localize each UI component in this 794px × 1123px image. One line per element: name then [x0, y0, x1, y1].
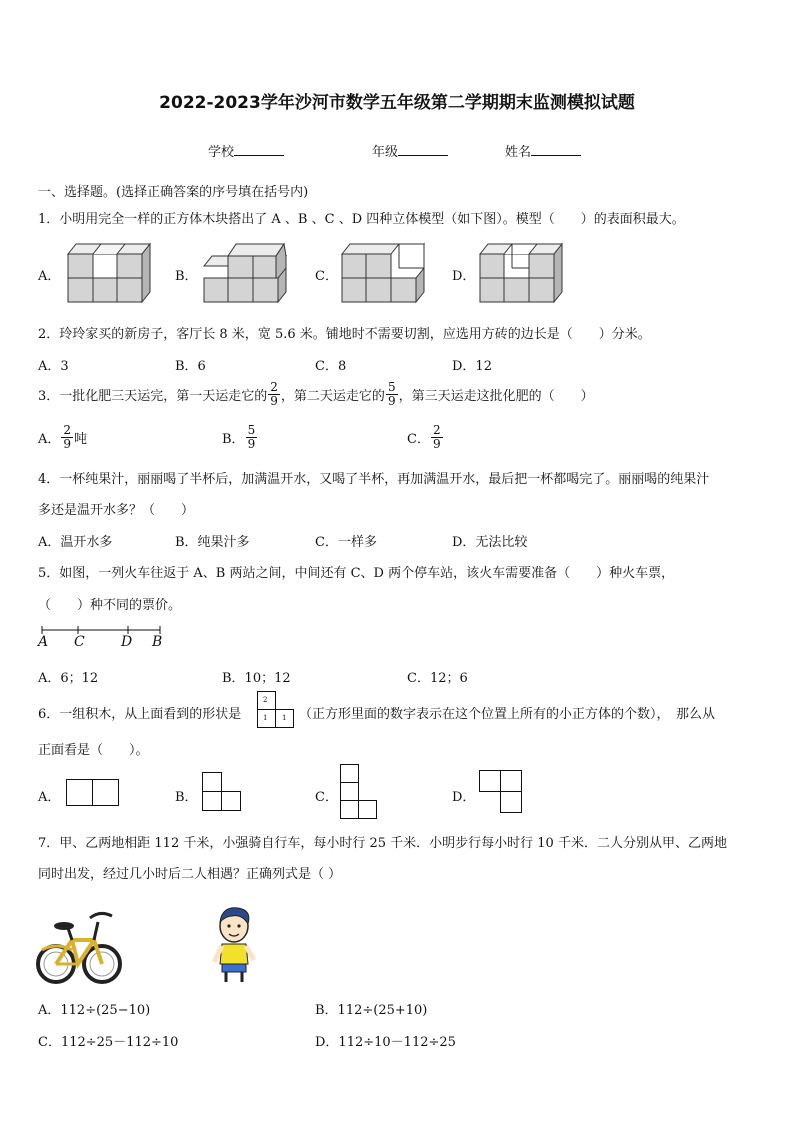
q6-option-d-figure — [479, 770, 525, 816]
school-label: 学校 — [208, 145, 235, 160]
q1-option-a[interactable]: A． — [38, 269, 61, 284]
q4-option-c[interactable]: C．一样多 — [315, 535, 377, 550]
q6-option-a[interactable]: A． — [38, 790, 61, 805]
fraction: $\frac{5}{9}$ — [387, 380, 396, 408]
question-5-line2: （ ）种不同的票价。 — [38, 598, 182, 613]
boy-illustration — [212, 904, 260, 986]
cube-model-c-figure — [338, 240, 428, 306]
question-3-text — [38, 381, 594, 408]
page-title: 2022-2023学年沙河市数学五年级第二学期期末监测模拟试题 — [159, 93, 635, 113]
station-a-label: A — [38, 634, 49, 650]
q5-option-a[interactable]: A．6；12 — [38, 671, 99, 686]
q1-option-b[interactable]: B． — [175, 269, 198, 284]
q2-option-c[interactable]: C．8 — [315, 359, 347, 374]
q2-option-b[interactable]: B．6 — [175, 359, 206, 374]
q3-option-c[interactable]: C． $\frac{2}{9}$ — [407, 423, 441, 451]
q5-option-c[interactable]: C．12；6 — [407, 671, 468, 686]
q6-option-a-figure — [66, 779, 120, 807]
grid-number: 2 — [263, 696, 268, 704]
q6-option-b-figure — [202, 772, 244, 814]
question-7-line2: 同时出发，经过几小时后二人相遇？正确列式是（ ） — [38, 867, 342, 882]
question-2-text: 2．玲玲家买的新房子，客厅长 8 米，宽 5.6 米。铺地时不需要切割，应选用方砖的边长是（ ）分米。 — [38, 327, 651, 342]
q7-option-a[interactable]: A．112÷(25−10) — [38, 1003, 151, 1018]
name-blank[interactable] — [531, 143, 581, 156]
q6-option-b[interactable]: B． — [175, 790, 198, 805]
question-5-line1: 5．如图，一列火车往返于 A、B 两站之间，中间还有 C、D 两个停车站，该火车需要准备（ ）种火车票， — [38, 566, 675, 581]
q1-option-d[interactable]: D． — [452, 269, 476, 284]
grade-blank[interactable] — [398, 143, 448, 156]
q4-option-a[interactable]: A．温开水多 — [38, 535, 113, 550]
q7-option-c[interactable]: C．112÷25－112÷10 — [38, 1035, 179, 1050]
school-field[interactable] — [208, 141, 284, 160]
q6-option-d[interactable]: D． — [452, 790, 476, 805]
q4-option-b[interactable]: B．纯果汁多 — [175, 535, 250, 550]
q3-option-a[interactable]: A． $\frac{2}{9}$ 吨 — [38, 423, 88, 451]
station-d-label: D — [121, 634, 133, 650]
cube-model-b-figure — [198, 240, 288, 306]
q2-option-d[interactable]: D．12 — [452, 359, 492, 374]
q1-option-c[interactable]: C． — [315, 269, 338, 284]
question-6-line2: 正面看是（ ）。 — [38, 743, 149, 758]
question-4-line2: 多还是温开水多？（ ） — [38, 503, 195, 518]
fraction: $\frac{2}{9}$ — [432, 423, 441, 451]
name-field[interactable] — [505, 141, 581, 160]
q7-option-b[interactable]: B．112÷(25+10) — [315, 1003, 428, 1018]
grade-label: 年级 — [372, 145, 399, 160]
q5-option-b[interactable]: B．10；12 — [222, 671, 291, 686]
question-1-text: 1．小明用完全一样的正方体木块搭出了 A 、B 、C 、D 四种立体模型（如下图）。模型（ ）的表面积最大。 — [38, 212, 685, 227]
q4-option-d[interactable]: D．无法比较 — [452, 535, 528, 550]
grid-number: 1 — [263, 714, 268, 722]
q3-option-b[interactable]: B． $\frac{5}{9}$ — [222, 423, 256, 451]
q3-post: ，第三天运走这批化肥的（ ） — [398, 389, 594, 404]
q2-option-a[interactable]: A．3 — [38, 359, 69, 374]
grid-number: 1 — [282, 714, 287, 722]
cube-model-d-figure — [476, 240, 566, 306]
question-7-line1: 7．甲、乙两地相距 112 千米，小强骑自行车，每小时行 25 千米．小明步行每小时行 10 千米．二人分别从甲、乙两地 — [38, 836, 727, 851]
question-6-pre: 6．一组积木，从上面看到的形状是 — [38, 707, 242, 722]
station-line-figure — [36, 624, 166, 652]
cube-model-a-figure — [62, 240, 152, 306]
section-heading: 一、选择题。(选择正确答案的序号填在括号内) — [38, 185, 309, 200]
fraction: $\frac{5}{9}$ — [247, 423, 256, 451]
question-6-post: （正方形里面的数字表示在这个位置上所有的小正方体的个数）， 那么从 — [299, 707, 716, 722]
station-b-label: B — [152, 634, 163, 650]
fraction: $\frac{2}{9}$ — [270, 380, 278, 408]
school-blank[interactable] — [234, 143, 284, 156]
q7-option-d[interactable]: D．112÷10－112÷25 — [315, 1035, 456, 1050]
bicycle-illustration — [36, 906, 124, 988]
fraction: $\frac{2}{9}$ — [63, 423, 72, 451]
q6-option-c-figure — [340, 764, 380, 822]
q3-mid: ，第二天运走它的 — [280, 389, 385, 404]
q6-option-c[interactable]: C． — [315, 790, 338, 805]
q3-pre: 3．一批化肥三天运完，第一天运走它的 — [38, 389, 268, 404]
name-label: 姓名 — [505, 145, 532, 160]
station-c-label: C — [74, 634, 85, 650]
grade-field[interactable] — [372, 141, 448, 160]
question-4-line1: 4．一杯纯果汁，丽丽喝了半杯后，加满温开水，又喝了半杯，再加满温开水，最后把一杯都喝完了。丽丽喝的纯果汁 — [38, 472, 710, 487]
